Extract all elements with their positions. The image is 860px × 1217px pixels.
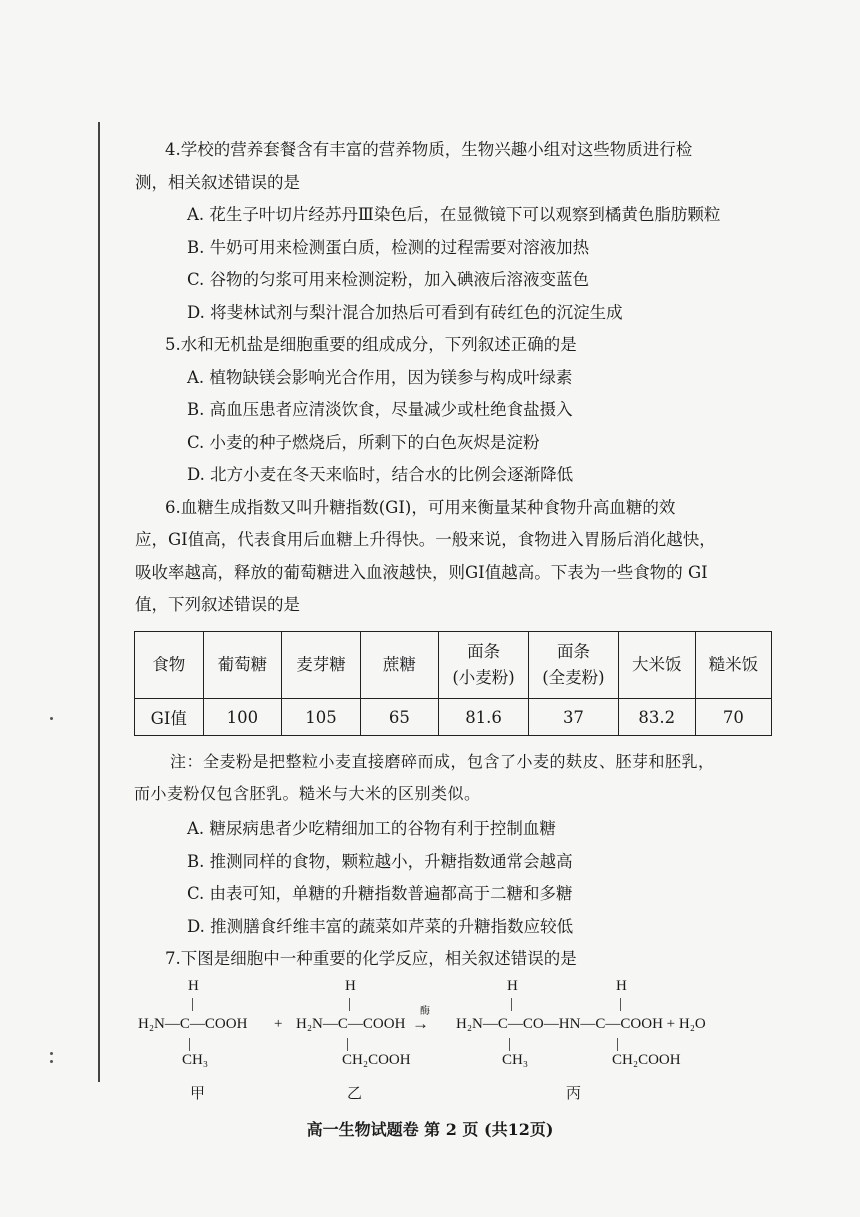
product-side-chain-1: CH₃: [502, 1052, 529, 1068]
gi-value-cell: 65: [360, 699, 438, 736]
reactant-jia-formula: H₂N—C—COOH: [138, 1016, 248, 1032]
q4-option-d: D. 将斐林试剂与梨汁混合加热后可看到有砖红色的沉淀生成: [187, 302, 623, 322]
q6-note-line2: 而小麦粉仅包含胚乳。糙米与大米的区别类似。: [134, 784, 481, 803]
reaction-bond: |: [191, 996, 195, 1012]
reaction-bond: |: [619, 996, 623, 1012]
gi-header-cell: 蔗糖: [360, 632, 438, 699]
margin-dot: [50, 717, 53, 720]
q5-stem: 5.水和无机盐是细胞重要的组成成分，下列叙述正确的是: [165, 335, 577, 354]
gi-table-value-row: [135, 699, 772, 736]
q6-stem-line3: 吸收率越高，释放的葡萄糖进入血液越快，则GI值越高。下表为一些食物的 GI: [135, 562, 708, 582]
gi-value-cell: 100: [203, 699, 282, 736]
label-jia: 甲: [190, 1084, 206, 1102]
reaction-bond: |: [616, 1036, 620, 1052]
margin-dot: [50, 1060, 53, 1063]
q5-option-b: B. 高血压患者应清淡饮食，尽量减少或杜绝食盐摄入: [187, 400, 573, 419]
q6-stem-line1: 6.血糖生成指数又叫升糖指数(GI)，可用来衡量某种食物升高血糖的效: [165, 497, 676, 517]
reaction-bond: |: [510, 996, 514, 1012]
q4-option-b: B. 牛奶可用来检测蛋白质，检测的过程需要对溶液加热: [187, 237, 590, 257]
enzyme-label: 酶: [420, 1006, 430, 1017]
reaction-bond: |: [348, 996, 352, 1012]
product-bing-formula: H₂N—C—CO—HN—C—COOH + H₂O: [456, 1016, 706, 1032]
reactant-yi-side-chain: CH₂COOH: [342, 1052, 411, 1068]
gi-table-header-row: [135, 632, 772, 699]
reaction-bond: |: [188, 1036, 192, 1052]
reaction-h-atom: H: [507, 978, 518, 994]
q4-option-c: C. 谷物的匀浆可用来检测淀粉，加入碘液后溶液变蓝色: [187, 270, 590, 289]
reaction-h-atom: H: [188, 978, 199, 994]
gi-row-label: GI值: [135, 699, 204, 736]
reactant-jia-side-chain: CH₃: [182, 1052, 209, 1068]
gi-value-cell: 83.2: [618, 699, 695, 736]
gi-value-cell: 81.6: [438, 699, 528, 736]
binding-margin-line: [98, 122, 100, 1082]
q4-option-a: A. 花生子叶切片经苏丹Ⅲ染色后，在显微镜下可以观察到橘黄色脂肪颗粒: [187, 205, 721, 224]
q6-stem-line2: 应，GI值高，代表食用后血糖上升得快。一般来说，食物进入胃肠后消化越快，: [135, 530, 716, 549]
gi-value-cell: 37: [529, 699, 618, 736]
gi-header-cell: 面条 (小麦粉): [438, 632, 528, 699]
q6-note-line1: 注：全麦粉是把整粒小麦直接磨碎而成，包含了小麦的麸皮、胚芽和胚乳，: [170, 752, 715, 771]
reaction-h-atom: H: [616, 978, 627, 994]
gi-value-cell: 70: [695, 699, 771, 736]
reaction-bond: |: [346, 1036, 350, 1052]
q4-stem-line1: 4.学校的营养套餐含有丰富的营养物质，生物兴趣小组对这些物质进行检: [165, 140, 693, 159]
label-yi: 乙: [347, 1084, 363, 1102]
q6-option-b: B. 推测同样的食物，颗粒越小，升糖指数通常会越高: [187, 851, 573, 871]
q5-option-c: C. 小麦的种子燃烧后，所剩下的白色灰烬是淀粉: [187, 432, 540, 452]
gi-header-cell: 大米饭: [618, 632, 695, 699]
q6-options: [187, 813, 787, 943]
reactant-yi-formula: H₂N—C—COOH: [296, 1016, 406, 1032]
q4-stem-line2: 测，相关叙述错误的是: [135, 172, 300, 192]
margin-dot: [50, 1052, 53, 1055]
questions-block: [135, 134, 785, 622]
gi-header-cell: 面条 (全麦粉): [529, 632, 618, 699]
label-bing: 丙: [566, 1084, 582, 1102]
product-side-chain-2: CH₂COOH: [612, 1052, 681, 1068]
q7-stem: 7.下图是细胞中一种重要的化学反应，相关叙述错误的是: [165, 949, 577, 968]
peptide-reaction-diagram: [138, 978, 778, 1102]
q6-option-a: A. 糖尿病患者少吃精细加工的谷物有利于控制血糖: [187, 819, 556, 838]
q6-option-c: C. 由表可知，单糖的升糖指数普遍都高于二糖和多糖: [187, 884, 573, 903]
q5-option-d: D. 北方小麦在冬天来临时，结合水的比例会逐渐降低: [187, 465, 574, 484]
reaction-arrow: →: [412, 1014, 429, 1033]
gi-header-cell: 葡萄糖: [203, 632, 282, 699]
gi-header-food: 食物: [135, 632, 204, 699]
q6-note: [134, 746, 784, 810]
reaction-bond: |: [508, 1036, 512, 1052]
gi-value-cell: 105: [282, 699, 361, 736]
gi-header-cell: 麦芽糖: [282, 632, 361, 699]
q6-stem-line4: 值，下列叙述错误的是: [135, 595, 300, 614]
plus-sign: +: [274, 1016, 283, 1032]
page-footer: 高一生物试题卷 第 2 页 (共12页): [306, 1120, 554, 1139]
gi-header-cell: 糙米饭: [695, 632, 771, 699]
q6-option-d: D. 推测膳食纤维丰富的蔬菜如芹菜的升糖指数应较低: [187, 916, 574, 936]
q5-option-a: A. 植物缺镁会影响光合作用，因为镁参与构成叶绿素: [187, 367, 573, 387]
reaction-h-atom: H: [345, 978, 356, 994]
gi-table: [134, 631, 772, 736]
